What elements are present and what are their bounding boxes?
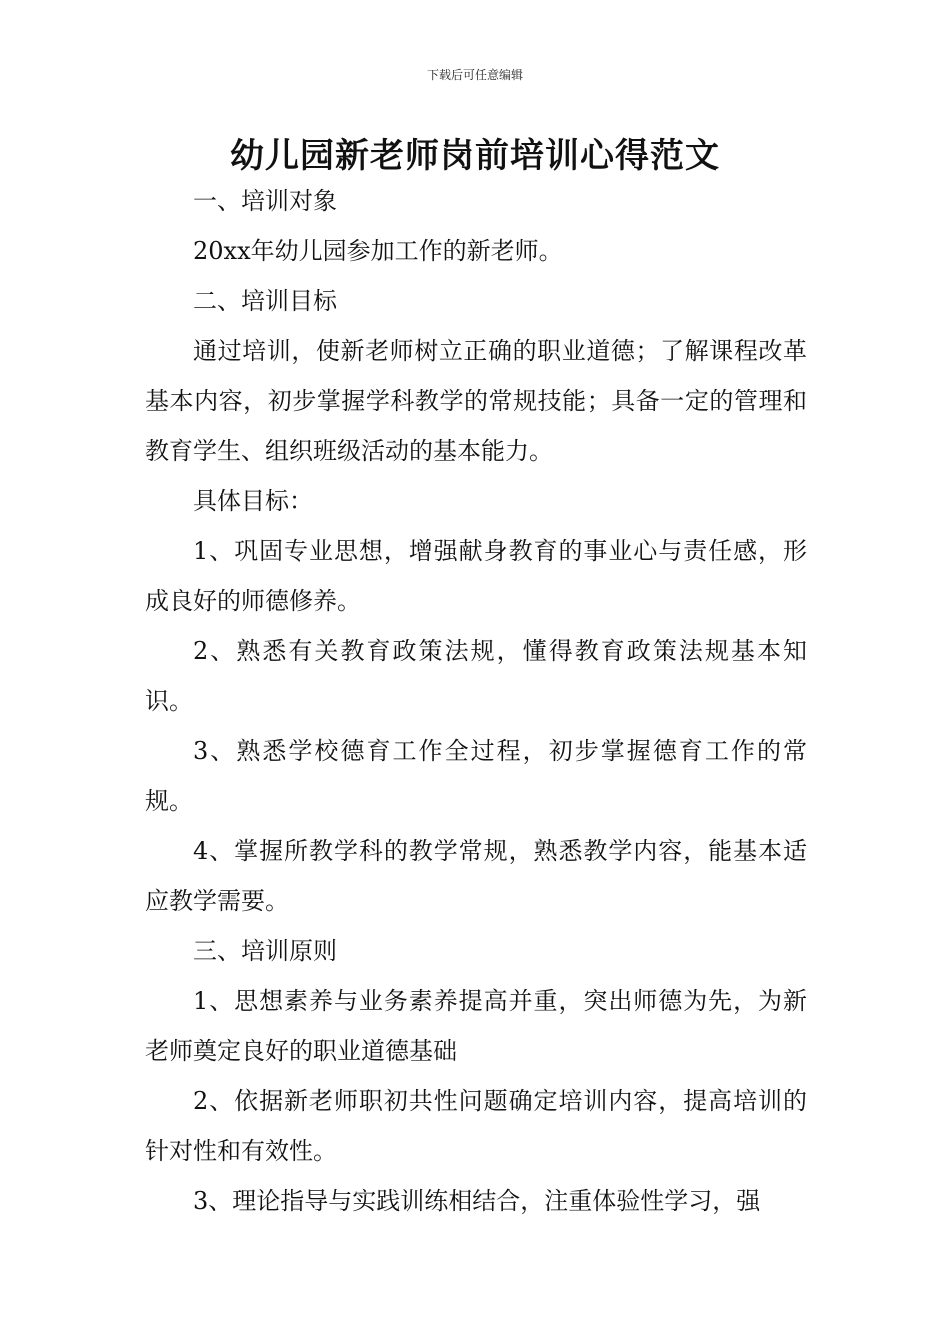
header-note: 下载后可任意编辑 (426, 68, 523, 82)
document-title: 幼儿园新老师岗前培训心得范文 (230, 136, 720, 176)
paragraph-goal-3: 3、熟悉学校德育工作全过程，初步掌握德育工作的常规。 (145, 737, 807, 815)
paragraph-goal-2: 2、熟悉有关教育政策法规，懂得教育政策法规基本知识。 (145, 637, 807, 715)
paragraph-training-target: 20xx年幼儿园参加工作的新老师。 (193, 237, 563, 265)
paragraph-principle-2: 2、依据新老师职初共性问题确定培训内容，提高培训的针对性和有效性。 (145, 1087, 807, 1165)
paragraph-specific-goals-heading: 具体目标： (193, 487, 313, 515)
paragraph-training-goal-heading: 二、培训目标 (193, 287, 337, 315)
paragraph-training-target-heading: 一、培训对象 (193, 187, 337, 215)
paragraph-goal-1: 1、巩固专业思想，增强献身教育的事业心与责任感，形成良好的师德修养。 (145, 537, 807, 615)
document-body (145, 176, 807, 1226)
paragraph-principles-heading: 三、培训原则 (193, 937, 337, 965)
paragraph-goal-4: 4、掌握所教学科的教学常规，熟悉教学内容，能基本适应教学需要。 (145, 837, 807, 915)
paragraph-training-goal: 通过培训，使新老师树立正确的职业道德；了解课程改革基本内容，初步掌握学科教学的常规技能；具备一定的管理和教育学生、组织班级活动的基本能力。 (145, 337, 807, 465)
paragraph-principle-3: 3、理论指导与实践训练相结合，注重体验性学习，强 (193, 1187, 761, 1215)
paragraph-principle-1: 1、思想素养与业务素养提高并重，突出师德为先，为新老师奠定良好的职业道德基础 (145, 987, 807, 1065)
